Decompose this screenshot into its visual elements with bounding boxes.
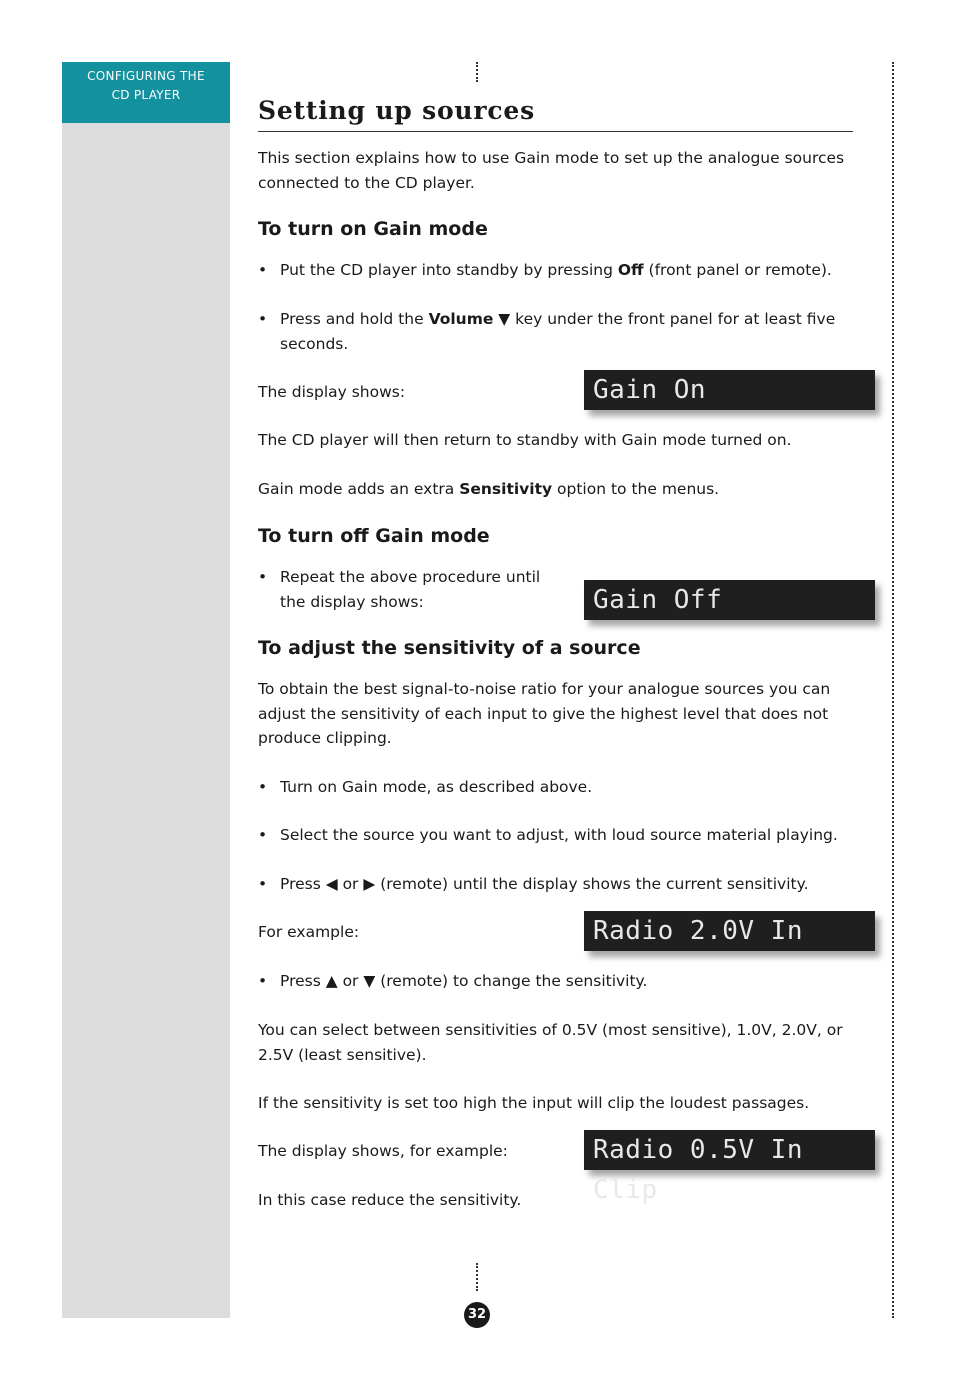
volume-key-label: Volume [428, 310, 494, 328]
heading-turn-on: To turn on Gain mode [258, 218, 488, 240]
bullet-press-left-right: • Press ◀ or ▶ (remote) until the display shows the current sensitivity. [258, 872, 853, 897]
adjust-intro-paragraph: To obtain the best signal-to-noise ratio for your analogue sources you can adjust the sensitivity of each input to give the highest level that does not produce clipping. [258, 680, 831, 747]
section-tab-line2: CD PLAYER [111, 88, 181, 102]
section-tab-line1: CONFIGURING THE [87, 69, 205, 83]
page-title: Setting up sources [258, 96, 853, 132]
sensitivity-option-paragraph: Gain mode adds an extra Sensitivity option to the menus. [258, 480, 720, 498]
lcd-radio-2v: Radio 2.0V In [584, 911, 875, 951]
bullet-select-source: • Select the source you want to adjust, with loud source material playing. [258, 823, 853, 848]
bullet-press-up-down: • Press ▲ or ▼ (remote) to change the sensitivity. [258, 969, 853, 994]
page-number-badge: 32 [464, 1302, 490, 1328]
sensitivity-label: Sensitivity [459, 480, 553, 498]
bullet-dot: • [258, 261, 268, 279]
off-key-label: Off [617, 261, 644, 279]
section-tab [62, 62, 230, 123]
heading-adjust-sensitivity: To adjust the sensitivity of a source [258, 637, 641, 659]
top-dotted-marker [476, 62, 478, 82]
reduce-sensitivity-paragraph: In this case reduce the sensitivity. [258, 1191, 522, 1209]
display-shows-label: The display shows: [258, 383, 406, 401]
heading-turn-off: To turn off Gain mode [258, 525, 490, 547]
intro-paragraph: This section explains how to use Gain mode to set up the analogue sources connected to the CD player. [258, 149, 845, 192]
bullet-dot: • [258, 778, 268, 796]
sensitivities-paragraph: You can select between sensitivities of 0.5V (most sensitive), 1.0V, 2.0V, or 2.5V (least sensitive). [258, 1021, 843, 1064]
clip-warning-paragraph: If the sensitivity is set too high the input will clip the loudest passages. [258, 1094, 810, 1112]
bullet-dot: • [258, 310, 268, 328]
bullet-standby: • Put the CD player into standby by pressing Off (front panel or remote). [258, 258, 853, 283]
lcd-radio-clip: Radio 0.5V In Clip [584, 1130, 875, 1170]
lcd-gain-off: Gain Off [584, 580, 875, 620]
bullet-hold-volume: • Press and hold the Volume ▼ key under the front panel for at least five seconds. [258, 307, 853, 356]
bullet-dot: • [258, 568, 268, 586]
bullet-dot: • [258, 826, 268, 844]
lcd-gain-on: Gain On [584, 370, 875, 410]
bottom-dotted-marker [476, 1263, 478, 1291]
for-example-label: For example: [258, 923, 360, 941]
bullet-turn-on-gain: • Turn on Gain mode, as described above. [258, 775, 853, 800]
right-dotted-rule [892, 62, 894, 1318]
display-shows-example-label: The display shows, for example: [258, 1142, 508, 1160]
bullet-dot: • [258, 972, 268, 990]
return-standby-paragraph: The CD player will then return to standby with Gain mode turned on. [258, 431, 792, 449]
bullet-repeat: • Repeat the above procedure until the display shows: [258, 565, 558, 614]
bullet-dot: • [258, 875, 268, 893]
sidebar-panel [62, 62, 230, 1318]
